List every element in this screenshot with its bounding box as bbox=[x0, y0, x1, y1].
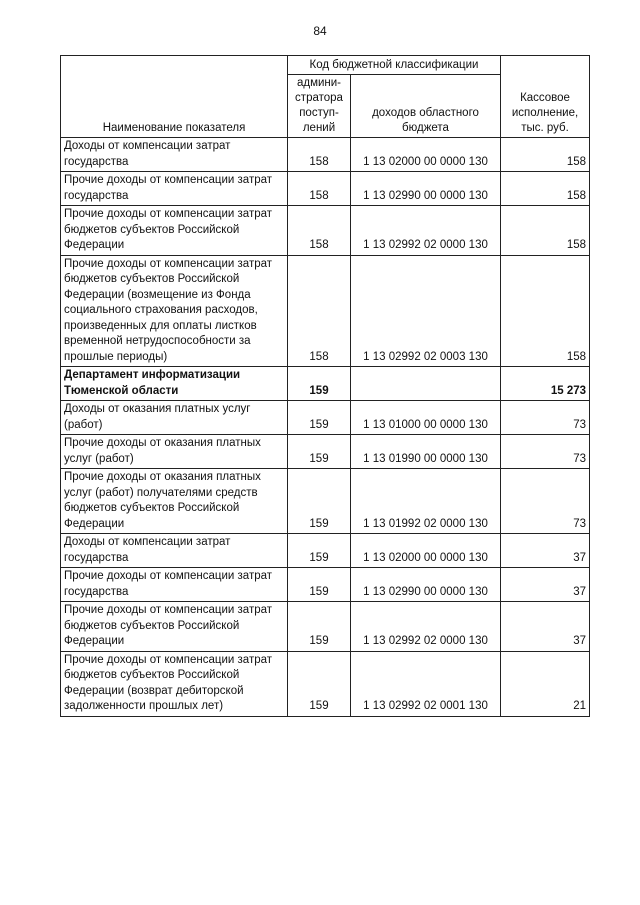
row-name: Доходы от компенсации затрат государства bbox=[61, 534, 288, 568]
row-admin-code: 158 bbox=[288, 172, 351, 206]
row-budget-code: 1 13 02990 00 0000 130 bbox=[351, 568, 501, 602]
header-code-group: Код бюджетной классификации bbox=[288, 56, 501, 75]
header-admin: админи-стратора поступ-лений bbox=[288, 75, 351, 138]
row-amount: 37 bbox=[501, 602, 590, 652]
row-budget-code: 1 13 02992 02 0001 130 bbox=[351, 651, 501, 716]
table-row bbox=[61, 138, 590, 172]
page-number: 84 bbox=[313, 24, 327, 38]
table-row bbox=[61, 255, 590, 367]
table-row bbox=[61, 568, 590, 602]
row-admin-code: 159 bbox=[288, 367, 351, 401]
table-row bbox=[61, 172, 590, 206]
table-body bbox=[61, 138, 590, 717]
row-name: Прочие доходы от оказания платных услуг (работ) получателями средств бюджетов субъектов Российской Федерации bbox=[61, 469, 288, 534]
table-row bbox=[61, 534, 590, 568]
row-amount: 158 bbox=[501, 138, 590, 172]
table-row bbox=[61, 435, 590, 469]
table-row bbox=[61, 651, 590, 716]
row-amount: 158 bbox=[501, 206, 590, 256]
row-budget-code: 1 13 01992 02 0000 130 bbox=[351, 469, 501, 534]
row-budget-code: 1 13 02992 02 0000 130 bbox=[351, 602, 501, 652]
row-amount: 73 bbox=[501, 401, 590, 435]
table-row bbox=[61, 401, 590, 435]
row-name: Прочие доходы от компенсации затрат государства bbox=[61, 172, 288, 206]
row-name: Прочие доходы от компенсации затрат бюджетов субъектов Российской Федерации bbox=[61, 206, 288, 256]
row-name: Прочие доходы от оказания платных услуг (работ) bbox=[61, 435, 288, 469]
row-admin-code: 159 bbox=[288, 401, 351, 435]
row-amount: 37 bbox=[501, 568, 590, 602]
row-amount: 158 bbox=[501, 172, 590, 206]
header-row-top bbox=[61, 56, 590, 75]
table-row bbox=[61, 206, 590, 256]
row-amount: 73 bbox=[501, 469, 590, 534]
table-row bbox=[61, 469, 590, 534]
row-admin-code: 158 bbox=[288, 138, 351, 172]
table-row bbox=[61, 602, 590, 652]
header-name: Наименование показателя bbox=[61, 56, 288, 138]
row-budget-code: 1 13 01990 00 0000 130 bbox=[351, 435, 501, 469]
row-amount: 37 bbox=[501, 534, 590, 568]
row-admin-code: 159 bbox=[288, 435, 351, 469]
row-budget-code bbox=[351, 367, 501, 401]
table-row bbox=[61, 367, 590, 401]
row-name: Доходы от оказания платных услуг (работ) bbox=[61, 401, 288, 435]
row-budget-code: 1 13 01000 00 0000 130 bbox=[351, 401, 501, 435]
row-amount: 73 bbox=[501, 435, 590, 469]
row-name: Прочие доходы от компенсации затрат бюджетов субъектов Российской Федерации (возмещение из Фонда социального страхования расходов, произведенных для оплаты листков временной нетрудоспособности за прошлые периоды) bbox=[61, 255, 288, 367]
row-name: Доходы от компенсации затрат государства bbox=[61, 138, 288, 172]
row-amount: 21 bbox=[501, 651, 590, 716]
row-budget-code: 1 13 02990 00 0000 130 bbox=[351, 172, 501, 206]
row-admin-code: 159 bbox=[288, 602, 351, 652]
row-budget-code: 1 13 02000 00 0000 130 bbox=[351, 534, 501, 568]
row-admin-code: 159 bbox=[288, 469, 351, 534]
row-admin-code: 158 bbox=[288, 255, 351, 367]
header-income: доходов областного бюджета bbox=[351, 75, 501, 138]
row-name: Прочие доходы от компенсации затрат бюджетов субъектов Российской Федерации bbox=[61, 602, 288, 652]
row-name: Департамент информатизации Тюменской области bbox=[61, 367, 288, 401]
row-admin-code: 159 bbox=[288, 568, 351, 602]
row-name: Прочие доходы от компенсации затрат государства bbox=[61, 568, 288, 602]
row-admin-code: 158 bbox=[288, 206, 351, 256]
row-budget-code: 1 13 02992 02 0000 130 bbox=[351, 206, 501, 256]
row-name: Прочие доходы от компенсации затрат бюджетов субъектов Российской Федерации (возврат дебиторской задолженности прошлых лет) bbox=[61, 651, 288, 716]
row-amount: 158 bbox=[501, 255, 590, 367]
row-amount: 15 273 bbox=[501, 367, 590, 401]
row-budget-code: 1 13 02992 02 0003 130 bbox=[351, 255, 501, 367]
row-admin-code: 159 bbox=[288, 651, 351, 716]
header-amount: Кассовое исполнение, тыс. руб. bbox=[501, 56, 590, 138]
row-budget-code: 1 13 02000 00 0000 130 bbox=[351, 138, 501, 172]
budget-table bbox=[60, 55, 590, 717]
row-admin-code: 159 bbox=[288, 534, 351, 568]
